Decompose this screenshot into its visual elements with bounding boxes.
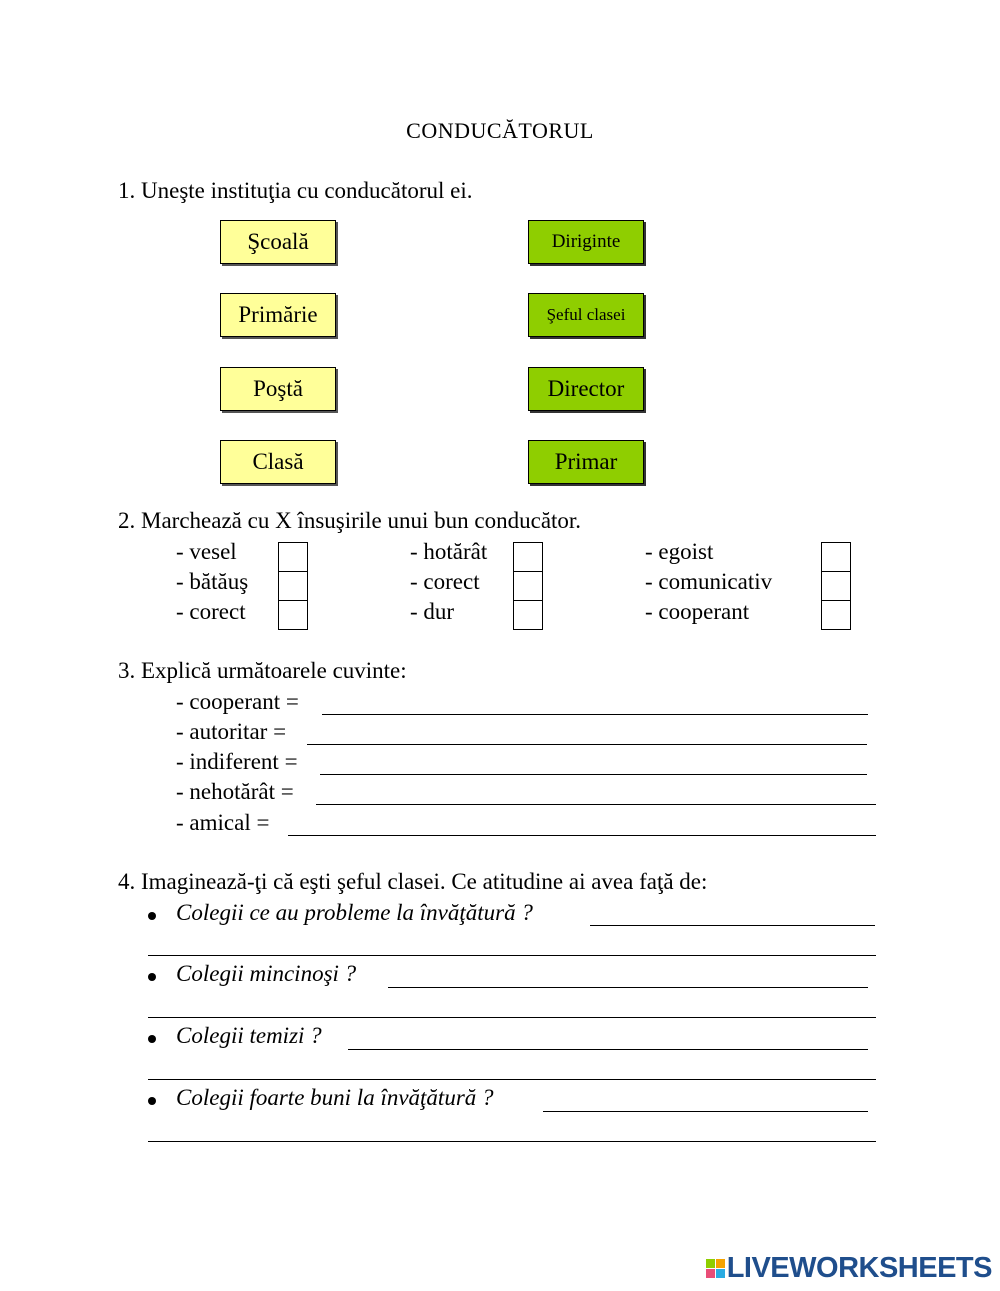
trait-checkbox[interactable]	[821, 600, 851, 630]
trait-label: - dur	[410, 599, 455, 624]
trait-label: - egoist	[645, 539, 714, 564]
answer-line[interactable]	[322, 714, 868, 715]
answer-line[interactable]	[320, 774, 867, 775]
word-label: - cooperant =	[176, 689, 299, 714]
leader-box-seful-clasei[interactable]	[528, 293, 644, 337]
institution-box-scoala[interactable]	[220, 220, 336, 264]
leader-box-primar[interactable]	[528, 440, 644, 484]
question-2-prompt: 2. Marchează cu X însuşirile unui bun conducător.	[118, 508, 582, 533]
trait-checkbox[interactable]	[821, 571, 851, 601]
answer-line[interactable]	[148, 955, 876, 956]
liveworksheets-logo	[706, 1252, 992, 1285]
trait-label: - corect	[410, 569, 480, 594]
institution-label: Şcoală	[247, 229, 309, 254]
trait-checkbox[interactable]	[513, 600, 543, 630]
attitude-question: Colegii foarte buni la învăţătură ?	[176, 1085, 494, 1110]
trait-label: - cooperant	[645, 599, 750, 624]
question-4-prompt: 4. Imaginează-ţi că eşti şeful clasei. Ce atitudine ai avea faţă de:	[118, 869, 708, 894]
institution-box-posta[interactable]	[220, 367, 336, 411]
answer-line[interactable]	[148, 1141, 876, 1142]
answer-line[interactable]	[307, 744, 867, 745]
leader-label: Diriginte	[551, 231, 621, 252]
trait-checkbox[interactable]	[278, 571, 308, 601]
word-label: - autoritar =	[176, 719, 287, 744]
answer-line[interactable]	[388, 987, 868, 988]
answer-line[interactable]	[148, 1079, 876, 1080]
leader-label: Şeful clasei	[546, 305, 626, 324]
leader-box-director[interactable]	[528, 367, 644, 411]
attitude-question: Colegii mincinoşi ?	[176, 961, 357, 986]
bullet-icon	[148, 1035, 156, 1043]
bullet-icon	[148, 1097, 156, 1105]
trait-label: - corect	[176, 599, 246, 624]
institution-label: Primărie	[238, 302, 318, 327]
question-1-prompt: 1. Uneşte instituţia cu conducătorul ei.	[118, 178, 473, 203]
page-title: CONDUCĂTORUL	[406, 118, 594, 143]
attitude-question: Colegii temizi ?	[176, 1023, 322, 1048]
answer-line[interactable]	[148, 1017, 876, 1018]
bullet-icon	[148, 973, 156, 981]
trait-checkbox[interactable]	[278, 600, 308, 630]
attitude-question: Colegii ce au probleme la învăţătură ?	[176, 900, 533, 925]
answer-line[interactable]	[288, 835, 876, 836]
institution-box-primarie[interactable]	[220, 293, 336, 337]
trait-label: - comunicativ	[645, 569, 773, 594]
answer-line[interactable]	[316, 804, 876, 805]
institution-label: Poştă	[253, 376, 303, 401]
answer-line[interactable]	[590, 925, 875, 926]
leader-label: Director	[547, 376, 625, 401]
word-label: - nehotărât =	[176, 779, 294, 804]
question-3-prompt: 3. Explică următoarele cuvinte:	[118, 658, 407, 683]
leader-label: Primar	[554, 449, 618, 474]
trait-label: - vesel	[176, 539, 237, 564]
trait-checkbox[interactable]	[513, 571, 543, 601]
trait-checkbox[interactable]	[278, 542, 308, 572]
institution-box-clasa[interactable]	[220, 440, 336, 484]
trait-checkbox[interactable]	[513, 542, 543, 572]
word-label: - amical =	[176, 810, 270, 835]
trait-checkbox[interactable]	[821, 542, 851, 572]
trait-label: - bătăuş	[176, 569, 249, 594]
word-label: - indiferent =	[176, 749, 298, 774]
answer-line[interactable]	[543, 1111, 868, 1112]
leader-box-diriginte[interactable]	[528, 220, 644, 264]
bullet-icon	[148, 912, 156, 920]
trait-label: - hotărât	[410, 539, 488, 564]
logo-mark-icon	[706, 1259, 725, 1278]
logo-text: LIVEWORKSHEETS	[726, 1252, 992, 1284]
institution-label: Clasă	[252, 449, 304, 474]
answer-line[interactable]	[348, 1049, 868, 1050]
